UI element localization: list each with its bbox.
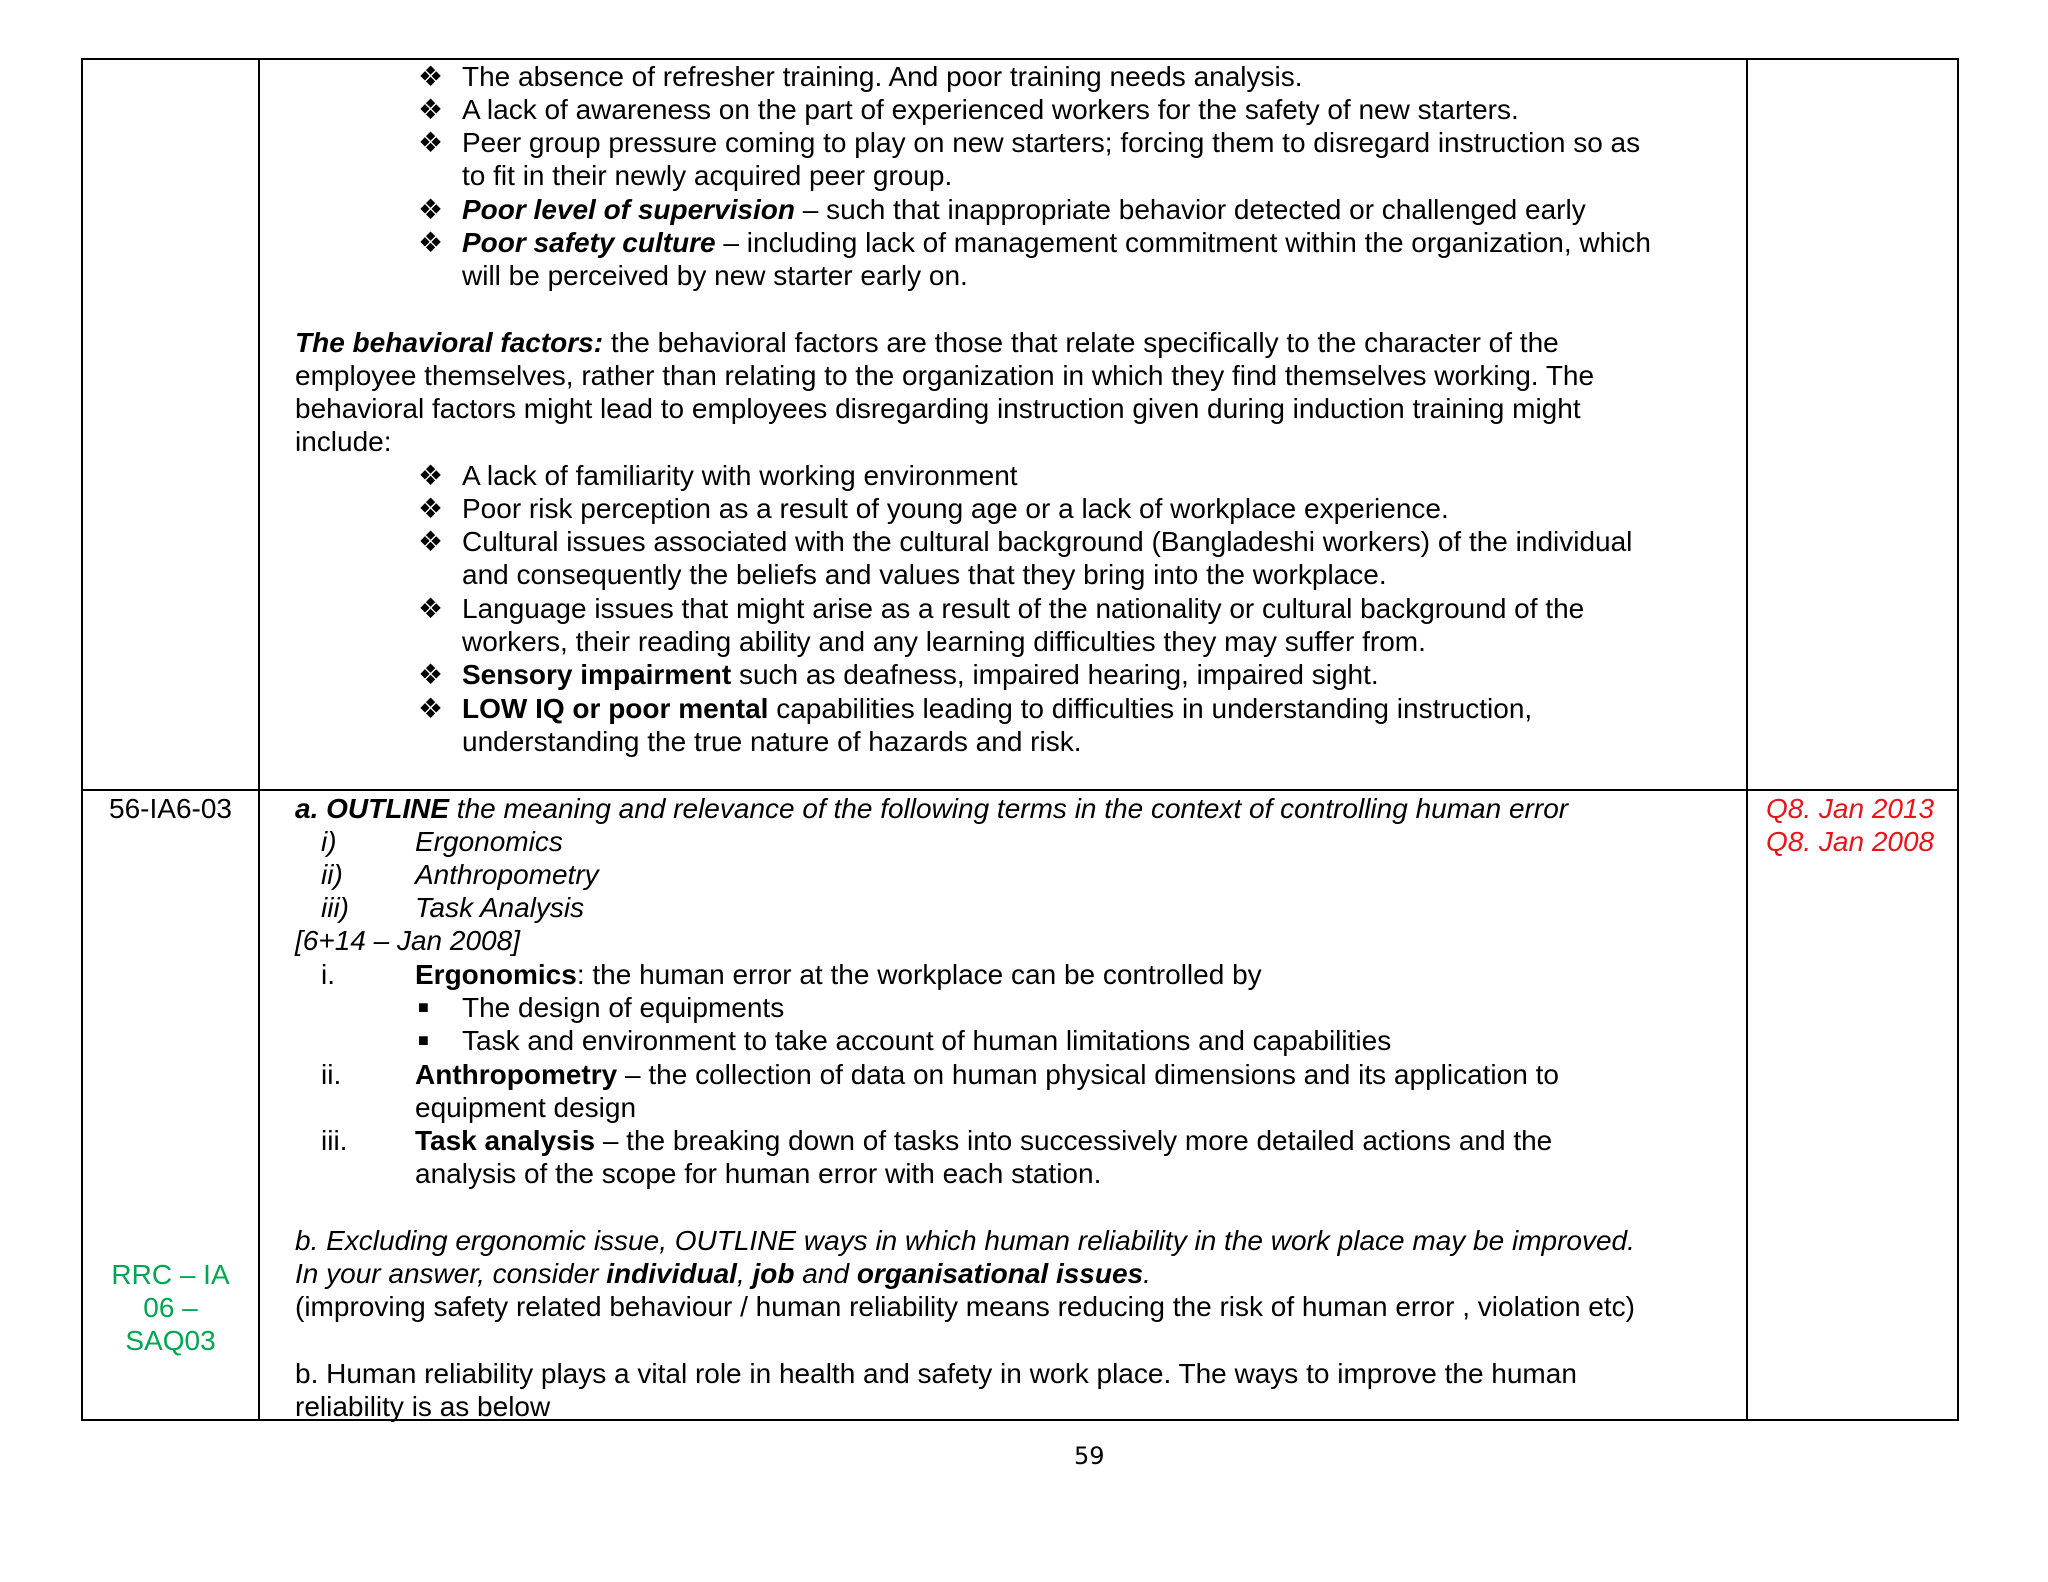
bullet-text-continuation: and consequently the beliefs and values that they bring into the workplace. — [462, 559, 1387, 590]
table-border-right — [1957, 58, 1959, 1421]
term-label: Task Analysis — [415, 892, 585, 923]
bullet-rest: – such that inappropriate behavior detected or challenged early — [794, 194, 1586, 225]
emphasis-individual: individual — [606, 1258, 737, 1289]
diamond-bullet-icon: ❖ — [418, 94, 444, 125]
emphasis-job: job — [752, 1258, 795, 1289]
answer-continuation: analysis of the scope for human error with each station. — [415, 1158, 1102, 1189]
separator: and — [794, 1258, 857, 1289]
bullet-lead: Sensory impairment — [462, 659, 732, 690]
sub-bullet-text: Task and environment to take account of human limitations and capabilities — [462, 1025, 1392, 1056]
bullet-text — [462, 692, 1532, 725]
answer-ergonomics — [415, 958, 1262, 991]
question-b-note: (improving safety related behaviour / human reliability means reducing the risk of human error , violation etc) — [295, 1291, 1635, 1322]
term-label: Ergonomics — [415, 826, 563, 857]
bullet-text: Language issues that might arise as a result of the nationality or cultural background of the — [462, 593, 1585, 624]
answer-continuation: equipment design — [415, 1092, 637, 1123]
diamond-bullet-icon: ❖ — [418, 693, 444, 724]
answer-text: – the collection of data on human physical dimensions and its application to — [617, 1059, 1559, 1090]
answer-number: ii. — [321, 1059, 342, 1090]
rrc-reference-line: RRC – IA — [111, 1259, 230, 1290]
diamond-bullet-icon: ❖ — [418, 227, 444, 258]
bullet-text-continuation: to fit in their newly acquired peer group. — [462, 160, 953, 191]
bullet-rest: capabilities leading to difficulties in understanding instruction, — [768, 693, 1533, 724]
answer-term: Anthropometry — [415, 1059, 618, 1090]
bullet-lead: Poor safety culture — [462, 227, 716, 258]
diamond-bullet-icon: ❖ — [418, 526, 444, 557]
bullet-text: A lack of familiarity with working environment — [462, 460, 1018, 491]
behavioral-paragraph-line — [295, 326, 1559, 359]
marks-note: [6+14 – Jan 2008] — [295, 925, 520, 956]
table-border-left — [81, 58, 83, 1421]
question-a-text: the meaning and relevance of the following terms in the context of controlling human error — [449, 793, 1569, 824]
question-a — [295, 792, 1568, 825]
question-b-line — [295, 1257, 1151, 1290]
term-number: i) — [321, 826, 337, 857]
bullet-lead: LOW IQ or poor mental — [462, 693, 769, 724]
rrc-reference-line: 06 – — [143, 1292, 198, 1323]
answer-task-analysis — [415, 1124, 1552, 1157]
diamond-bullet-icon: ❖ — [418, 127, 444, 158]
bullet-text — [462, 226, 1651, 259]
emphasis-organisational: organisational issues — [856, 1258, 1144, 1289]
bullet-text: The absence of refresher training. And poor training needs analysis. — [462, 61, 1303, 92]
sentence-end: . — [1143, 1258, 1151, 1289]
bullet-text — [462, 658, 1379, 691]
term-number: iii) — [321, 892, 349, 923]
behavioral-paragraph-line: include: — [295, 426, 392, 457]
question-reference: 56-IA6-03 — [109, 793, 232, 824]
answer-b-line: b. Human reliability plays a vital role in health and safety in work place. The ways to improve the human — [295, 1358, 1577, 1389]
diamond-bullet-icon: ❖ — [418, 194, 444, 225]
behavioral-paragraph-line: behavioral factors might lead to employees disregarding instruction given during induction training might — [295, 393, 1581, 424]
sub-bullet-text: The design of equipments — [462, 992, 785, 1023]
bullet-rest: – including lack of management commitment within the organization, which — [715, 227, 1652, 258]
square-bullet-icon: ■ — [418, 997, 429, 1017]
rrc-reference-line: SAQ03 — [125, 1325, 216, 1356]
bullet-text — [462, 193, 1586, 226]
answer-text: – the breaking down of tasks into successively more detailed actions and the — [595, 1125, 1553, 1156]
term-number: ii) — [321, 859, 343, 890]
answer-number: iii. — [321, 1125, 348, 1156]
bullet-text-continuation: will be perceived by new starter early on. — [462, 260, 968, 291]
behavioral-text: the behavioral factors are those that relate specifically to the character of the — [603, 327, 1559, 358]
question-b-line: b. Excluding ergonomic issue, OUTLINE ways in which human reliability in the work place may be improved. — [295, 1225, 1635, 1256]
table-column-divider-1 — [258, 58, 260, 1421]
bullet-text: Peer group pressure coming to play on new starters; forcing them to disregard instruction so as — [462, 127, 1641, 158]
exam-reference: Q8. Jan 2013 — [1766, 793, 1935, 824]
behavioral-paragraph-line: employee themselves, rather than relating to the organization in which they find themselves working. The — [295, 360, 1595, 391]
bullet-lead: Poor level of supervision — [462, 194, 795, 225]
answer-b-line: reliability is as below — [295, 1391, 551, 1422]
answer-term: Ergonomics — [415, 959, 577, 990]
bullet-text: Cultural issues associated with the cultural background (Bangladeshi workers) of the individual — [462, 526, 1633, 557]
bullet-rest: such as deafness, impaired hearing, impaired sight. — [731, 659, 1379, 690]
question-a-lead: a. OUTLINE — [295, 793, 450, 824]
term-label: Anthropometry — [415, 859, 599, 890]
bullet-text-continuation: workers, their reading ability and any learning difficulties they may suffer from. — [462, 626, 1426, 657]
table-column-divider-2 — [1746, 58, 1748, 1421]
bullet-text-continuation: understanding the true nature of hazards and risk. — [462, 726, 1082, 757]
answer-anthropometry — [415, 1058, 1559, 1091]
diamond-bullet-icon: ❖ — [418, 593, 444, 624]
diamond-bullet-icon: ❖ — [418, 659, 444, 690]
question-b-text: In your answer, consider — [295, 1258, 607, 1289]
table-row-divider — [81, 789, 1959, 791]
exam-reference: Q8. Jan 2008 — [1766, 826, 1935, 857]
answer-number: i. — [321, 959, 335, 990]
behavioral-heading: The behavioral factors: — [295, 327, 604, 358]
diamond-bullet-icon: ❖ — [418, 460, 444, 491]
bullet-text: Poor risk perception as a result of young age or a lack of workplace experience. — [462, 493, 1449, 524]
answer-term: Task analysis — [415, 1125, 596, 1156]
answer-text: : the human error at the workplace can be controlled by — [576, 959, 1262, 990]
page-number: 59 — [1074, 1442, 1105, 1470]
diamond-bullet-icon: ❖ — [418, 61, 444, 92]
bullet-text: A lack of awareness on the part of experienced workers for the safety of new starters. — [462, 94, 1519, 125]
separator: , — [736, 1258, 753, 1289]
square-bullet-icon: ■ — [418, 1030, 429, 1050]
diamond-bullet-icon: ❖ — [418, 493, 444, 524]
